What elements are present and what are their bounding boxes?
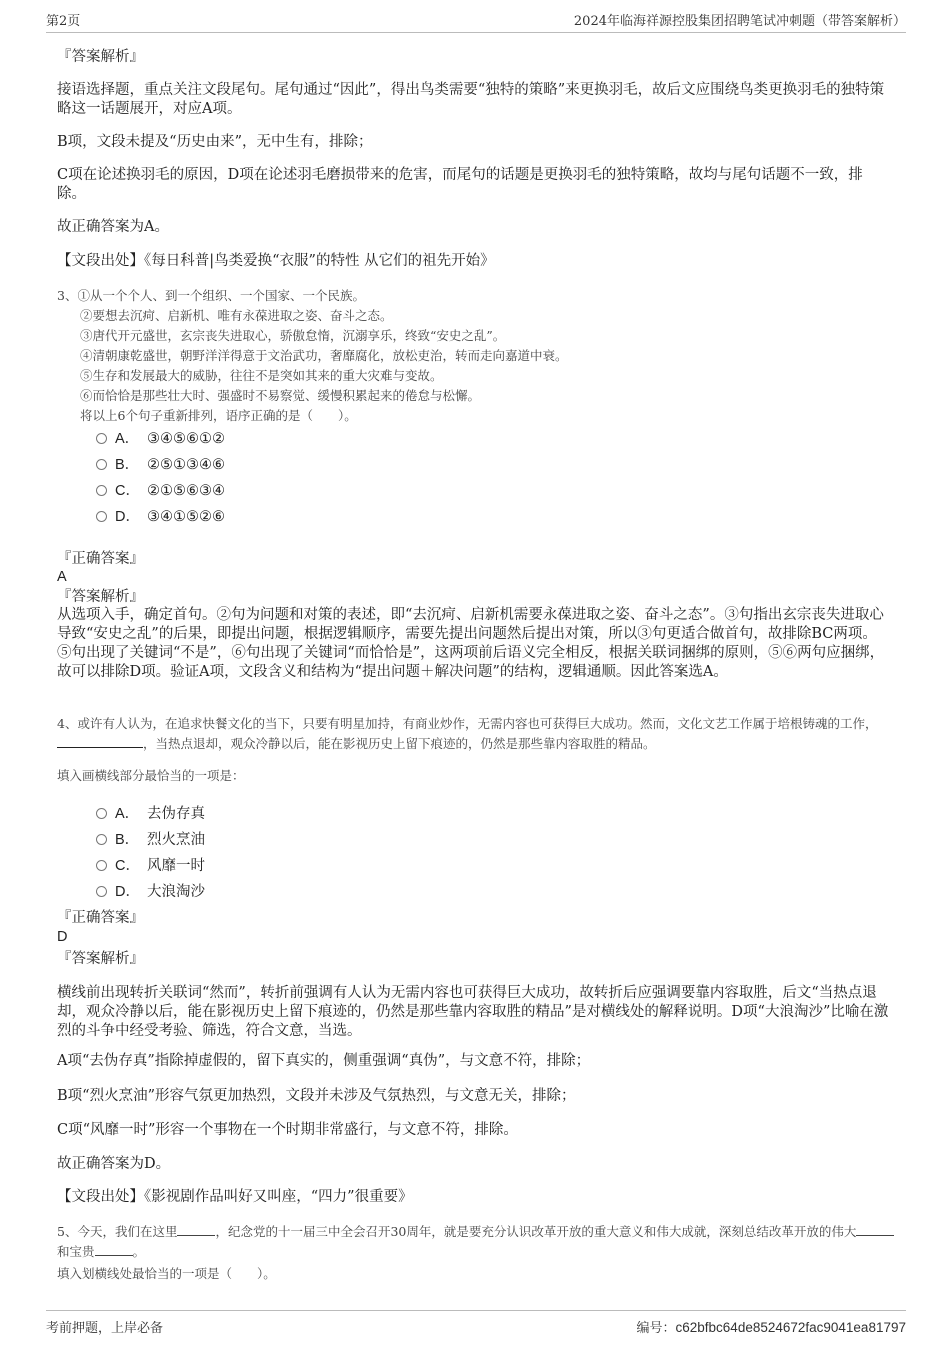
q5-number: 5、 [57,1224,78,1239]
q3-line-3: ③唐代开元盛世，玄宗丧失进取心，骄傲怠惰，沉溺享乐，终致“安史之乱”。 [80,328,506,343]
q4-option-a[interactable]: A． 去伪存真 [96,804,205,824]
q5-blank-3 [95,1245,133,1256]
q2-analysis-heading: 『答案解析』 [57,49,144,65]
q4-prompt: 填入画横线部分最恰当的一项是： [57,768,245,783]
q5-blank-1 [177,1225,215,1236]
q3-answer: A [57,569,67,585]
q2-analysis-p2: B项，文段未提及“历史由来”，无中生有，排除； [57,134,373,150]
radio-icon[interactable] [96,485,107,496]
radio-icon[interactable] [96,433,107,444]
q3-line-1: ①从一个个人、到一个组织、一个国家、一个民族。 [77,288,365,303]
q4-stem: 4、或许有人认为，在追求快餐文化的当下，只要有明星加持，有商业炒作，无需内容也可获得巨大成功。然而，文化文艺工作属于培根铸魂的工作，，当热点退却，观众冷静以后，能在影视历史上留下痕迹的，仍然是那些靠内容取胜的精品。 [57,716,878,751]
q2-source: 【文段出处】《每日科普|鸟类爱换“衣服”的特性 从它们的祖先开始》 [57,253,495,269]
radio-icon[interactable] [96,834,107,845]
q3-prompt: 将以上6个句子重新排列，语序正确的是（ ）。 [80,408,357,423]
q3-option-a[interactable]: A． ③④⑤⑥①② [96,429,225,449]
radio-icon[interactable] [96,886,107,897]
document-title: 2024年临海祥源控股集团招聘笔试冲刺题（带答案解析） [573,14,906,29]
q2-analysis-p4: 故正确答案为A。 [57,219,169,235]
q5-blank-2 [856,1225,894,1236]
q5-stem: 5、今天，我们在这里 ，纪念党的十一届三中全会召开30周年，就是要充分认识改革开放的重大意义和伟大成就，深刻总结改革开放的伟大和宝贵 。 [57,1222,895,1262]
radio-icon[interactable] [96,808,107,819]
q3-line-5: ⑤生存和发展最大的威胁，往往不是突如其来的重大灾难与变故。 [80,368,443,383]
q4-option-d[interactable]: D． 大浪淘沙 [96,882,205,902]
q3-line-2: ②要想去沉疴、启新机、唯有永葆进取之姿、奋斗之态。 [80,308,393,323]
document-code: 编号：c62bfbc64de8524672fac9041ea81797 [636,1320,906,1336]
page-number: 第2页 [46,14,81,29]
radio-icon[interactable] [96,511,107,522]
page-header [46,0,906,33]
q3-analysis-heading: 『答案解析』 [57,589,144,605]
footer-slogan: 考前押题，上岸必备 [46,1321,164,1336]
radio-icon[interactable] [96,459,107,470]
page-footer [46,1310,906,1341]
q3-analysis: 从选项入手，确定首句。②句为问题和对策的表述，即“去沉疴、启新机需要永葆进取之姿、奋斗之态”。③句指出玄宗丧失进取心导致“安史之乱”的后果，即提出问题，根据逻辑顺序，需要先提出问题然后提出对策，所以③句更适合做首句，故排除BC两项。⑤句出现了关键词“不是”，⑥句出现了关键词“而恰恰是”，这两项前后语义完全相反，根据关联词捆绑的原则，⑤⑥两句应捆绑，故可以排除D项。验证A项，文段含义和结构为“提出问题＋解决问题”的结构，逻辑通顺。因此答案选A。 [57,607,885,680]
q3-answer-heading: 『正确答案』 [57,551,144,567]
q4-analysis-p4: C项“风靡一时”形容一个事物在一个时期非常盛行，与文意不符，排除。 [57,1122,518,1138]
q2-analysis-p3: C项在论述换羽毛的原因，D项在论述羽毛磨损带来的危害，而尾句的话题是更换羽毛的独特策略，故均与尾句话题不一致，排除。 [57,167,863,202]
q4-answer-heading: 『正确答案』 [57,910,144,926]
radio-icon[interactable] [96,860,107,871]
q3-line-6: ⑥而恰恰是那些壮大时、强盛时不易察觉、缓慢积累起来的倦怠与松懈。 [80,388,481,403]
q4-blank [57,735,143,748]
q3-option-c[interactable]: C． ②①⑤⑥③④ [96,481,225,501]
q4-option-b[interactable]: B． 烈火烹油 [96,830,205,850]
q3-option-d[interactable]: D． ③④①⑤②⑥ [96,507,225,527]
q3-option-b[interactable]: B． ②⑤①③④⑥ [96,455,225,475]
q4-analysis-p2: A项“去伪存真”指除掉虚假的，留下真实的，侧重强调“真伪”，与文意不符，排除； [57,1053,591,1069]
q3-number: 3、 [57,288,78,303]
q3-stem [57,286,365,306]
q4-analysis-p5: 故正确答案为D。 [57,1156,171,1172]
q3-line-4: ④清朝康乾盛世，朝野洋洋得意于文治武功，奢靡腐化，放松吏治，转而走向嘉道中衰。 [80,348,568,363]
q4-analysis-heading: 『答案解析』 [57,951,144,967]
q4-analysis-p1: 横线前出现转折关联词“然而”，转折前强调有人认为无需内容也可获得巨大成功，故转折后应强调要靠内容取胜，后文“当热点退却，观众冷静以后，能在影视历史上留下痕迹的，仍然是那些靠内容取胜的精品”是对横线处的解释说明。D项“大浪淘沙”比喻在激烈的斗争中经受考验、筛选，符合文意，当选。 [57,985,889,1039]
q5-prompt: 填入划横线处最恰当的一项是（ ）。 [57,1266,276,1281]
q4-number: 4、 [57,716,78,731]
q4-option-c[interactable]: C． 风靡一时 [96,856,205,876]
q4-source: 【文段出处】《影视剧作品叫好又叫座，“四力”很重要》 [57,1189,413,1205]
q4-answer: D [57,929,68,945]
q2-analysis-p1: 接语选择题，重点关注文段尾句。尾句通过“因此”，得出鸟类需要“独特的策略”来更换羽毛，故后文应围绕鸟类更换羽毛的独特策略这一话题展开，对应A项。 [57,82,885,117]
q4-analysis-p3: B项“烈火烹油”形容气氛更加热烈，文段并未涉及气氛热烈，与文意无关，排除； [57,1088,576,1104]
